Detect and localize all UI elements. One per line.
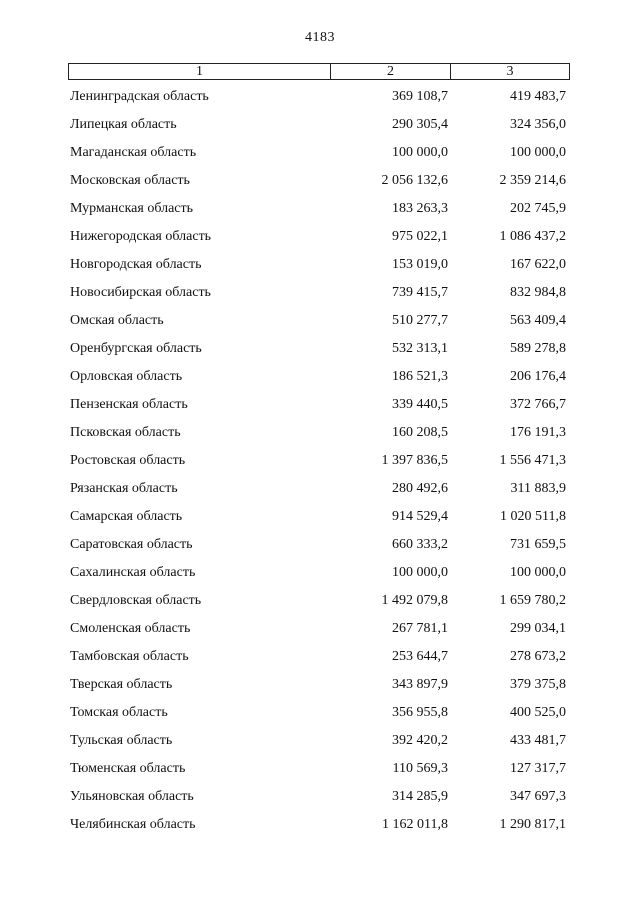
value-col-2: 100 000,0 — [392, 565, 448, 580]
table-row — [70, 783, 570, 811]
value-col-3: 563 409,4 — [510, 313, 566, 328]
table-row — [70, 643, 570, 671]
value-col-2: 1 162 011,8 — [382, 817, 448, 832]
table-row — [70, 587, 570, 615]
table-row — [70, 83, 570, 111]
value-col-2: 290 305,4 — [392, 117, 448, 132]
region-name: Томская область — [70, 705, 168, 720]
table-row — [70, 279, 570, 307]
value-col-2: 914 529,4 — [392, 509, 448, 524]
region-name: Рязанская область — [70, 481, 178, 496]
table-row — [70, 139, 570, 167]
table-row — [70, 503, 570, 531]
region-name: Тверская область — [70, 677, 173, 692]
value-col-3: 1 556 471,3 — [499, 453, 566, 468]
table-row — [70, 811, 570, 839]
value-col-3: 176 191,3 — [510, 425, 566, 440]
value-col-3: 347 697,3 — [510, 789, 566, 804]
value-col-3: 379 375,8 — [510, 677, 566, 692]
table-row — [70, 391, 570, 419]
value-col-3: 2 359 214,6 — [499, 173, 566, 188]
value-col-3: 433 481,7 — [510, 733, 566, 748]
value-col-3: 400 525,0 — [510, 705, 566, 720]
region-name: Пензенская область — [70, 397, 188, 412]
header-col-1: 1 — [69, 64, 331, 79]
region-name: Ростовская область — [70, 453, 186, 468]
value-col-2: 510 277,7 — [392, 313, 448, 328]
table-row — [70, 251, 570, 279]
table-body — [70, 83, 570, 839]
value-col-2: 183 263,3 — [392, 201, 448, 216]
region-name: Ульяновская область — [70, 789, 194, 804]
table-row — [70, 307, 570, 335]
value-col-2: 532 313,1 — [392, 341, 448, 356]
value-col-2: 339 440,5 — [392, 397, 448, 412]
value-col-3: 100 000,0 — [510, 565, 566, 580]
value-col-3: 324 356,0 — [510, 117, 566, 132]
table-row — [70, 335, 570, 363]
value-col-3: 278 673,2 — [510, 649, 566, 664]
region-name: Магаданская область — [70, 145, 197, 160]
page-number: 4183 — [305, 30, 335, 45]
region-name: Свердловская область — [70, 593, 202, 608]
region-name: Саратовская область — [70, 537, 193, 552]
region-name: Новгородская область — [70, 257, 202, 272]
value-col-2: 110 569,3 — [392, 761, 448, 776]
region-name: Новосибирская область — [70, 285, 211, 300]
region-name: Нижегородская область — [70, 229, 212, 244]
region-name: Тюменская область — [70, 761, 186, 776]
value-col-2: 975 022,1 — [392, 229, 448, 244]
value-col-2: 314 285,9 — [392, 789, 448, 804]
value-col-2: 739 415,7 — [392, 285, 448, 300]
value-col-2: 356 955,8 — [392, 705, 448, 720]
value-col-2: 160 208,5 — [392, 425, 448, 440]
header-col-2: 2 — [331, 64, 451, 79]
table-row — [70, 755, 570, 783]
table-row — [70, 475, 570, 503]
region-name: Псковская область — [70, 425, 181, 440]
value-col-2: 392 420,2 — [392, 733, 448, 748]
value-col-2: 186 521,3 — [392, 369, 448, 384]
table-row — [70, 223, 570, 251]
value-col-3: 589 278,8 — [510, 341, 566, 356]
region-name: Московская область — [70, 173, 190, 188]
value-col-2: 253 644,7 — [392, 649, 448, 664]
value-col-3: 299 034,1 — [510, 621, 566, 636]
table-row — [70, 447, 570, 475]
value-col-3: 311 883,9 — [510, 481, 566, 496]
region-name: Оренбургская область — [70, 341, 202, 356]
value-col-3: 1 086 437,2 — [499, 229, 566, 244]
table-row — [70, 727, 570, 755]
table-row — [70, 559, 570, 587]
table-row — [70, 195, 570, 223]
table-row — [70, 419, 570, 447]
value-col-3: 372 766,7 — [510, 397, 566, 412]
region-name: Смоленская область — [70, 621, 191, 636]
region-name: Сахалинская область — [70, 565, 196, 580]
table-row — [70, 671, 570, 699]
value-col-3: 206 176,4 — [510, 369, 566, 384]
table-row — [70, 615, 570, 643]
region-name: Мурманская область — [70, 201, 194, 216]
region-name: Челябинская область — [70, 817, 196, 832]
value-col-2: 153 019,0 — [392, 257, 448, 272]
value-col-2: 660 333,2 — [392, 537, 448, 552]
table-row — [70, 167, 570, 195]
value-col-2: 343 897,9 — [392, 677, 448, 692]
region-name: Самарская область — [70, 509, 183, 524]
table-row — [70, 111, 570, 139]
value-col-2: 369 108,7 — [392, 89, 448, 104]
value-col-2: 2 056 132,6 — [381, 173, 448, 188]
value-col-2: 267 781,1 — [392, 621, 448, 636]
region-name: Омская область — [70, 313, 164, 328]
value-col-3: 167 622,0 — [510, 257, 566, 272]
header-col-3: 3 — [506, 63, 514, 79]
value-col-3: 419 483,7 — [510, 89, 566, 104]
table-row — [70, 699, 570, 727]
region-name: Тульская область — [70, 733, 173, 748]
value-col-3: 832 984,8 — [510, 285, 566, 300]
value-col-3: 127 317,7 — [510, 761, 566, 776]
value-col-2: 280 492,6 — [392, 481, 448, 496]
value-col-3: 1 020 511,8 — [500, 509, 566, 524]
value-col-3: 100 000,0 — [510, 145, 566, 160]
value-col-2: 100 000,0 — [392, 145, 448, 160]
table-header — [68, 63, 570, 80]
value-col-3: 202 745,9 — [510, 201, 566, 216]
table-row — [70, 531, 570, 559]
value-col-3: 1 659 780,2 — [499, 593, 566, 608]
region-name: Ленинградская область — [70, 89, 209, 104]
value-col-3: 731 659,5 — [510, 537, 566, 552]
table-row — [70, 363, 570, 391]
region-name: Орловская область — [70, 369, 183, 384]
value-col-3: 1 290 817,1 — [499, 817, 566, 832]
region-name: Тамбовская область — [70, 649, 189, 664]
value-col-2: 1 492 079,8 — [381, 593, 448, 608]
value-col-2: 1 397 836,5 — [381, 453, 448, 468]
region-name: Липецкая область — [70, 117, 177, 132]
